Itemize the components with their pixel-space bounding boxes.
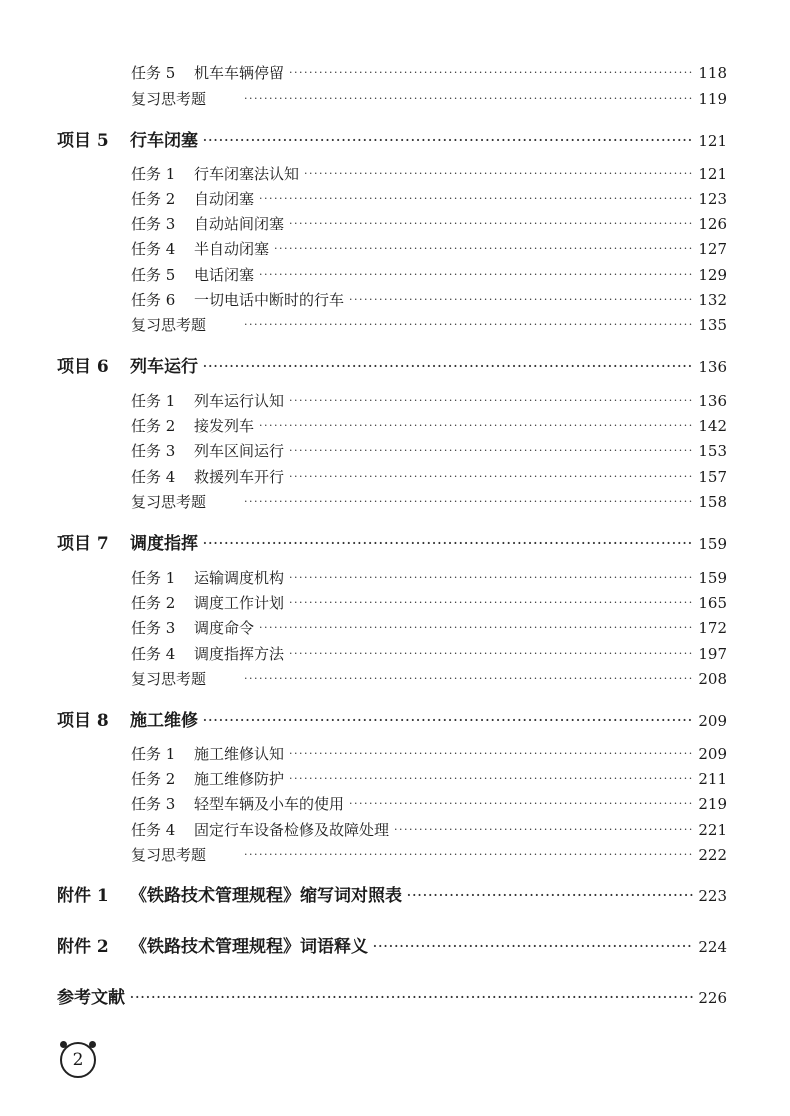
toc-entry-page: 129	[698, 266, 727, 284]
toc-entry-number: 任务 4	[131, 821, 176, 839]
toc-entry-title: 调度工作计划	[194, 594, 285, 612]
toc-entry-task[interactable]	[131, 567, 727, 588]
dot-leader	[244, 92, 693, 105]
toc-entry-label	[57, 529, 198, 554]
toc-entry-label	[131, 567, 284, 588]
toc-entry-title: 半自动闭塞	[194, 240, 270, 258]
toc-entry-project[interactable]	[57, 352, 727, 377]
toc-entry-title: 调度指挥	[130, 534, 198, 554]
toc-entry-label	[131, 844, 239, 865]
dot-leader	[130, 991, 693, 1004]
dot-leader	[244, 672, 693, 685]
page-number-badge	[60, 1042, 96, 1078]
dot-leader	[244, 848, 693, 861]
dot-leader	[289, 571, 693, 584]
toc-entry-number: 任务 2	[131, 417, 176, 435]
toc-entry-label	[131, 617, 254, 638]
toc-entry-page: 123	[698, 190, 727, 208]
toc-entry-title: 固定行车设备检修及故障处理	[194, 821, 390, 839]
toc-entry-title: 复习思考题	[131, 316, 207, 334]
toc-entry-page: 118	[698, 64, 727, 82]
toc-entry-label	[131, 390, 284, 411]
toc-entry-number: 任务 1	[131, 165, 176, 183]
dot-leader	[394, 823, 693, 836]
toc-entry-label	[131, 264, 254, 285]
toc-entry-task[interactable]	[131, 743, 727, 764]
toc-entry-title: 调度命令	[194, 619, 255, 637]
dot-leader	[289, 470, 693, 483]
toc-entry-number: 任务 5	[131, 64, 176, 82]
toc-entry-number: 任务 3	[131, 442, 176, 460]
dot-leader	[274, 242, 693, 255]
toc-entry-label	[131, 440, 284, 461]
toc-entry-label	[57, 126, 198, 151]
page-number: 2	[72, 1050, 84, 1070]
toc-entry-task[interactable]	[131, 188, 727, 209]
toc-entry-label	[57, 706, 198, 731]
toc-entry-title: 运输调度机构	[194, 569, 285, 587]
dot-leader	[289, 747, 693, 760]
toc-entry-title: 一切电话中断时的行车	[194, 291, 345, 309]
dot-leader	[259, 419, 693, 432]
toc-entry-page: 209	[698, 712, 727, 730]
toc-entry-title: 《铁路技术管理规程》缩写词对照表	[130, 886, 402, 906]
dot-leader	[304, 167, 693, 180]
toc-entry-title: 列车运行认知	[194, 392, 285, 410]
toc-entry-appendix[interactable]	[57, 932, 727, 957]
toc-entry-page: 136	[698, 392, 727, 410]
toc-entry-page: 209	[698, 745, 727, 763]
toc-entry-title: 机车车辆停留	[194, 64, 285, 82]
toc-entry-number: 项目 6	[57, 357, 109, 377]
toc-entry-number: 附件 2	[57, 937, 109, 957]
dot-leader	[259, 621, 693, 634]
toc-entry-title: 复习思考题	[131, 846, 207, 864]
toc-entry-project[interactable]	[57, 706, 727, 731]
toc-entry-page: 165	[698, 594, 727, 612]
toc-entry-page: 219	[698, 795, 727, 813]
toc-entry-task[interactable]	[131, 238, 727, 259]
toc-entry-page: 223	[698, 887, 727, 905]
dot-leader	[289, 647, 693, 660]
toc-entry-task[interactable]	[131, 289, 727, 310]
toc-entry-label	[131, 768, 284, 789]
toc-entry-number: 任务 3	[131, 619, 176, 637]
toc-entry-task[interactable]	[131, 768, 727, 789]
dot-leader	[289, 772, 693, 785]
toc-entry-label	[131, 819, 389, 840]
toc-entry-number: 任务 3	[131, 795, 176, 813]
dot-leader	[259, 192, 693, 205]
toc-entry-title: 施工维修	[130, 711, 198, 731]
toc-entry-task[interactable]	[131, 163, 727, 184]
toc-entry-project[interactable]	[57, 126, 727, 151]
toc-entry-label	[131, 213, 284, 234]
toc-entry-title: 施工维修认知	[194, 745, 285, 763]
toc-entry-number: 任务 5	[131, 266, 176, 284]
toc-entry-page: 159	[698, 535, 727, 553]
dot-leader	[349, 293, 693, 306]
toc-entry-label	[131, 163, 299, 184]
toc-entry-page: 224	[698, 938, 727, 956]
toc-entry-label	[131, 668, 239, 689]
toc-entry-label	[131, 62, 284, 83]
toc-entry-page: 222	[698, 846, 727, 864]
toc-entry-label	[131, 743, 284, 764]
toc-entry-number: 项目 7	[57, 534, 109, 554]
toc-entry-number: 任务 1	[131, 569, 176, 587]
dot-leader	[259, 268, 693, 281]
toc-entry-page: 221	[698, 821, 727, 839]
toc-entry-ref[interactable]	[57, 983, 727, 1008]
toc-entry-title: 接发列车	[194, 417, 255, 435]
toc-entry-task[interactable]	[131, 390, 727, 411]
toc-entry-number: 任务 1	[131, 745, 176, 763]
toc-entry-task[interactable]	[131, 440, 727, 461]
toc-entry-number: 任务 4	[131, 240, 176, 258]
toc-entry-number: 任务 6	[131, 291, 176, 309]
toc-entry-page: 136	[698, 358, 727, 376]
toc-entry-label	[131, 466, 284, 487]
toc-entry-label	[131, 793, 344, 814]
toc-entry-page: 208	[698, 670, 727, 688]
toc-entry-page: 211	[698, 770, 727, 788]
toc-entry-title: 行车闭塞法认知	[194, 165, 300, 183]
toc-entry-page: 132	[698, 291, 727, 309]
toc-entry-title: 复习思考题	[131, 90, 207, 108]
toc-entry-label	[131, 643, 284, 664]
toc-entry-label	[131, 314, 239, 335]
toc-entry-review[interactable]	[131, 844, 727, 865]
toc-entry-title: 列车区间运行	[194, 442, 285, 460]
toc-entry-task[interactable]	[131, 415, 727, 436]
dot-leader	[289, 394, 693, 407]
toc-entry-review[interactable]	[131, 668, 727, 689]
toc-entry-number: 任务 2	[131, 594, 176, 612]
toc-entry-task[interactable]	[131, 213, 727, 234]
toc-entry-page: 226	[698, 989, 727, 1007]
toc-entry-label	[131, 188, 254, 209]
toc-entry-task[interactable]	[131, 592, 727, 613]
toc-entry-number: 任务 2	[131, 190, 176, 208]
toc-entry-review[interactable]	[131, 88, 727, 109]
toc-entry-title: 自动站间闭塞	[194, 215, 285, 233]
toc-entry-title: 救援列车开行	[194, 468, 285, 486]
toc-entry-page: 153	[698, 442, 727, 460]
toc-entry-label	[57, 352, 198, 377]
toc-entry-title: 行车闭塞	[130, 131, 198, 151]
toc-entry-label	[131, 289, 344, 310]
toc-entry-page: 121	[698, 165, 727, 183]
toc-entry-title: 列车运行	[130, 357, 198, 377]
toc-entry-label	[131, 88, 239, 109]
toc-entry-label	[57, 932, 368, 957]
toc-entry-number: 任务 2	[131, 770, 176, 788]
toc-entry-label	[131, 415, 254, 436]
toc-entry-task[interactable]	[131, 793, 727, 814]
dot-leader	[349, 797, 693, 810]
dot-leader	[203, 714, 693, 727]
toc-entry-page: 172	[698, 619, 727, 637]
toc-entry-review[interactable]	[131, 491, 727, 512]
toc-entry-title: 复习思考题	[131, 670, 207, 688]
toc-entry-label	[57, 983, 125, 1008]
toc-entry-title: 《铁路技术管理规程》词语释义	[130, 937, 368, 957]
dot-leader	[244, 318, 693, 331]
toc-entry-task[interactable]	[131, 466, 727, 487]
toc-entry-page: 158	[698, 493, 727, 511]
toc-entry-page: 127	[698, 240, 727, 258]
toc-entry-task[interactable]	[131, 264, 727, 285]
dot-leader	[203, 360, 693, 373]
toc-entry-number: 项目 8	[57, 711, 109, 731]
toc-entry-review[interactable]	[131, 314, 727, 335]
toc-entry-number: 任务 4	[131, 645, 176, 663]
dot-leader	[203, 134, 693, 147]
toc-entry-label	[57, 881, 402, 906]
toc-entry-task[interactable]	[131, 643, 727, 664]
dot-leader	[289, 217, 693, 230]
toc-entry-page: 119	[698, 90, 727, 108]
toc-entry-number: 任务 1	[131, 392, 176, 410]
toc-entry-number: 任务 3	[131, 215, 176, 233]
toc-entry-page: 159	[698, 569, 727, 587]
toc-entry-title: 自动闭塞	[194, 190, 255, 208]
dot-leader	[289, 66, 693, 79]
toc-entry-page: 142	[698, 417, 727, 435]
toc-entry-label	[131, 592, 284, 613]
toc-entry-page: 157	[698, 468, 727, 486]
dot-leader	[244, 495, 693, 508]
toc-entry-page: 121	[698, 132, 727, 150]
toc-entry-label	[131, 491, 239, 512]
toc-entry-page: 126	[698, 215, 727, 233]
toc-entry-title: 轻型车辆及小车的使用	[194, 795, 345, 813]
toc-entry-page: 135	[698, 316, 727, 334]
dot-leader	[203, 537, 693, 550]
dot-leader	[289, 444, 693, 457]
toc-entry-appendix[interactable]	[57, 881, 727, 906]
toc-entry-number: 项目 5	[57, 131, 109, 151]
toc-entry-title: 电话闭塞	[194, 266, 255, 284]
dot-leader	[289, 596, 693, 609]
toc-entry-number: 任务 4	[131, 468, 176, 486]
toc-entry-title: 调度指挥方法	[194, 645, 285, 663]
toc-entry-task[interactable]	[131, 617, 727, 638]
toc-entry-project[interactable]	[57, 529, 727, 554]
toc-entry-title: 参考文献	[57, 988, 125, 1008]
toc-entry-task[interactable]	[131, 819, 727, 840]
dot-leader	[407, 889, 693, 902]
dot-leader	[373, 940, 693, 953]
toc-entry-title: 复习思考题	[131, 493, 207, 511]
toc-entry-label	[131, 238, 269, 259]
toc-entry-title: 施工维修防护	[194, 770, 285, 788]
toc-entry-number: 附件 1	[57, 886, 109, 906]
toc-entry-page: 197	[698, 645, 727, 663]
toc-entry-task[interactable]	[131, 62, 727, 83]
